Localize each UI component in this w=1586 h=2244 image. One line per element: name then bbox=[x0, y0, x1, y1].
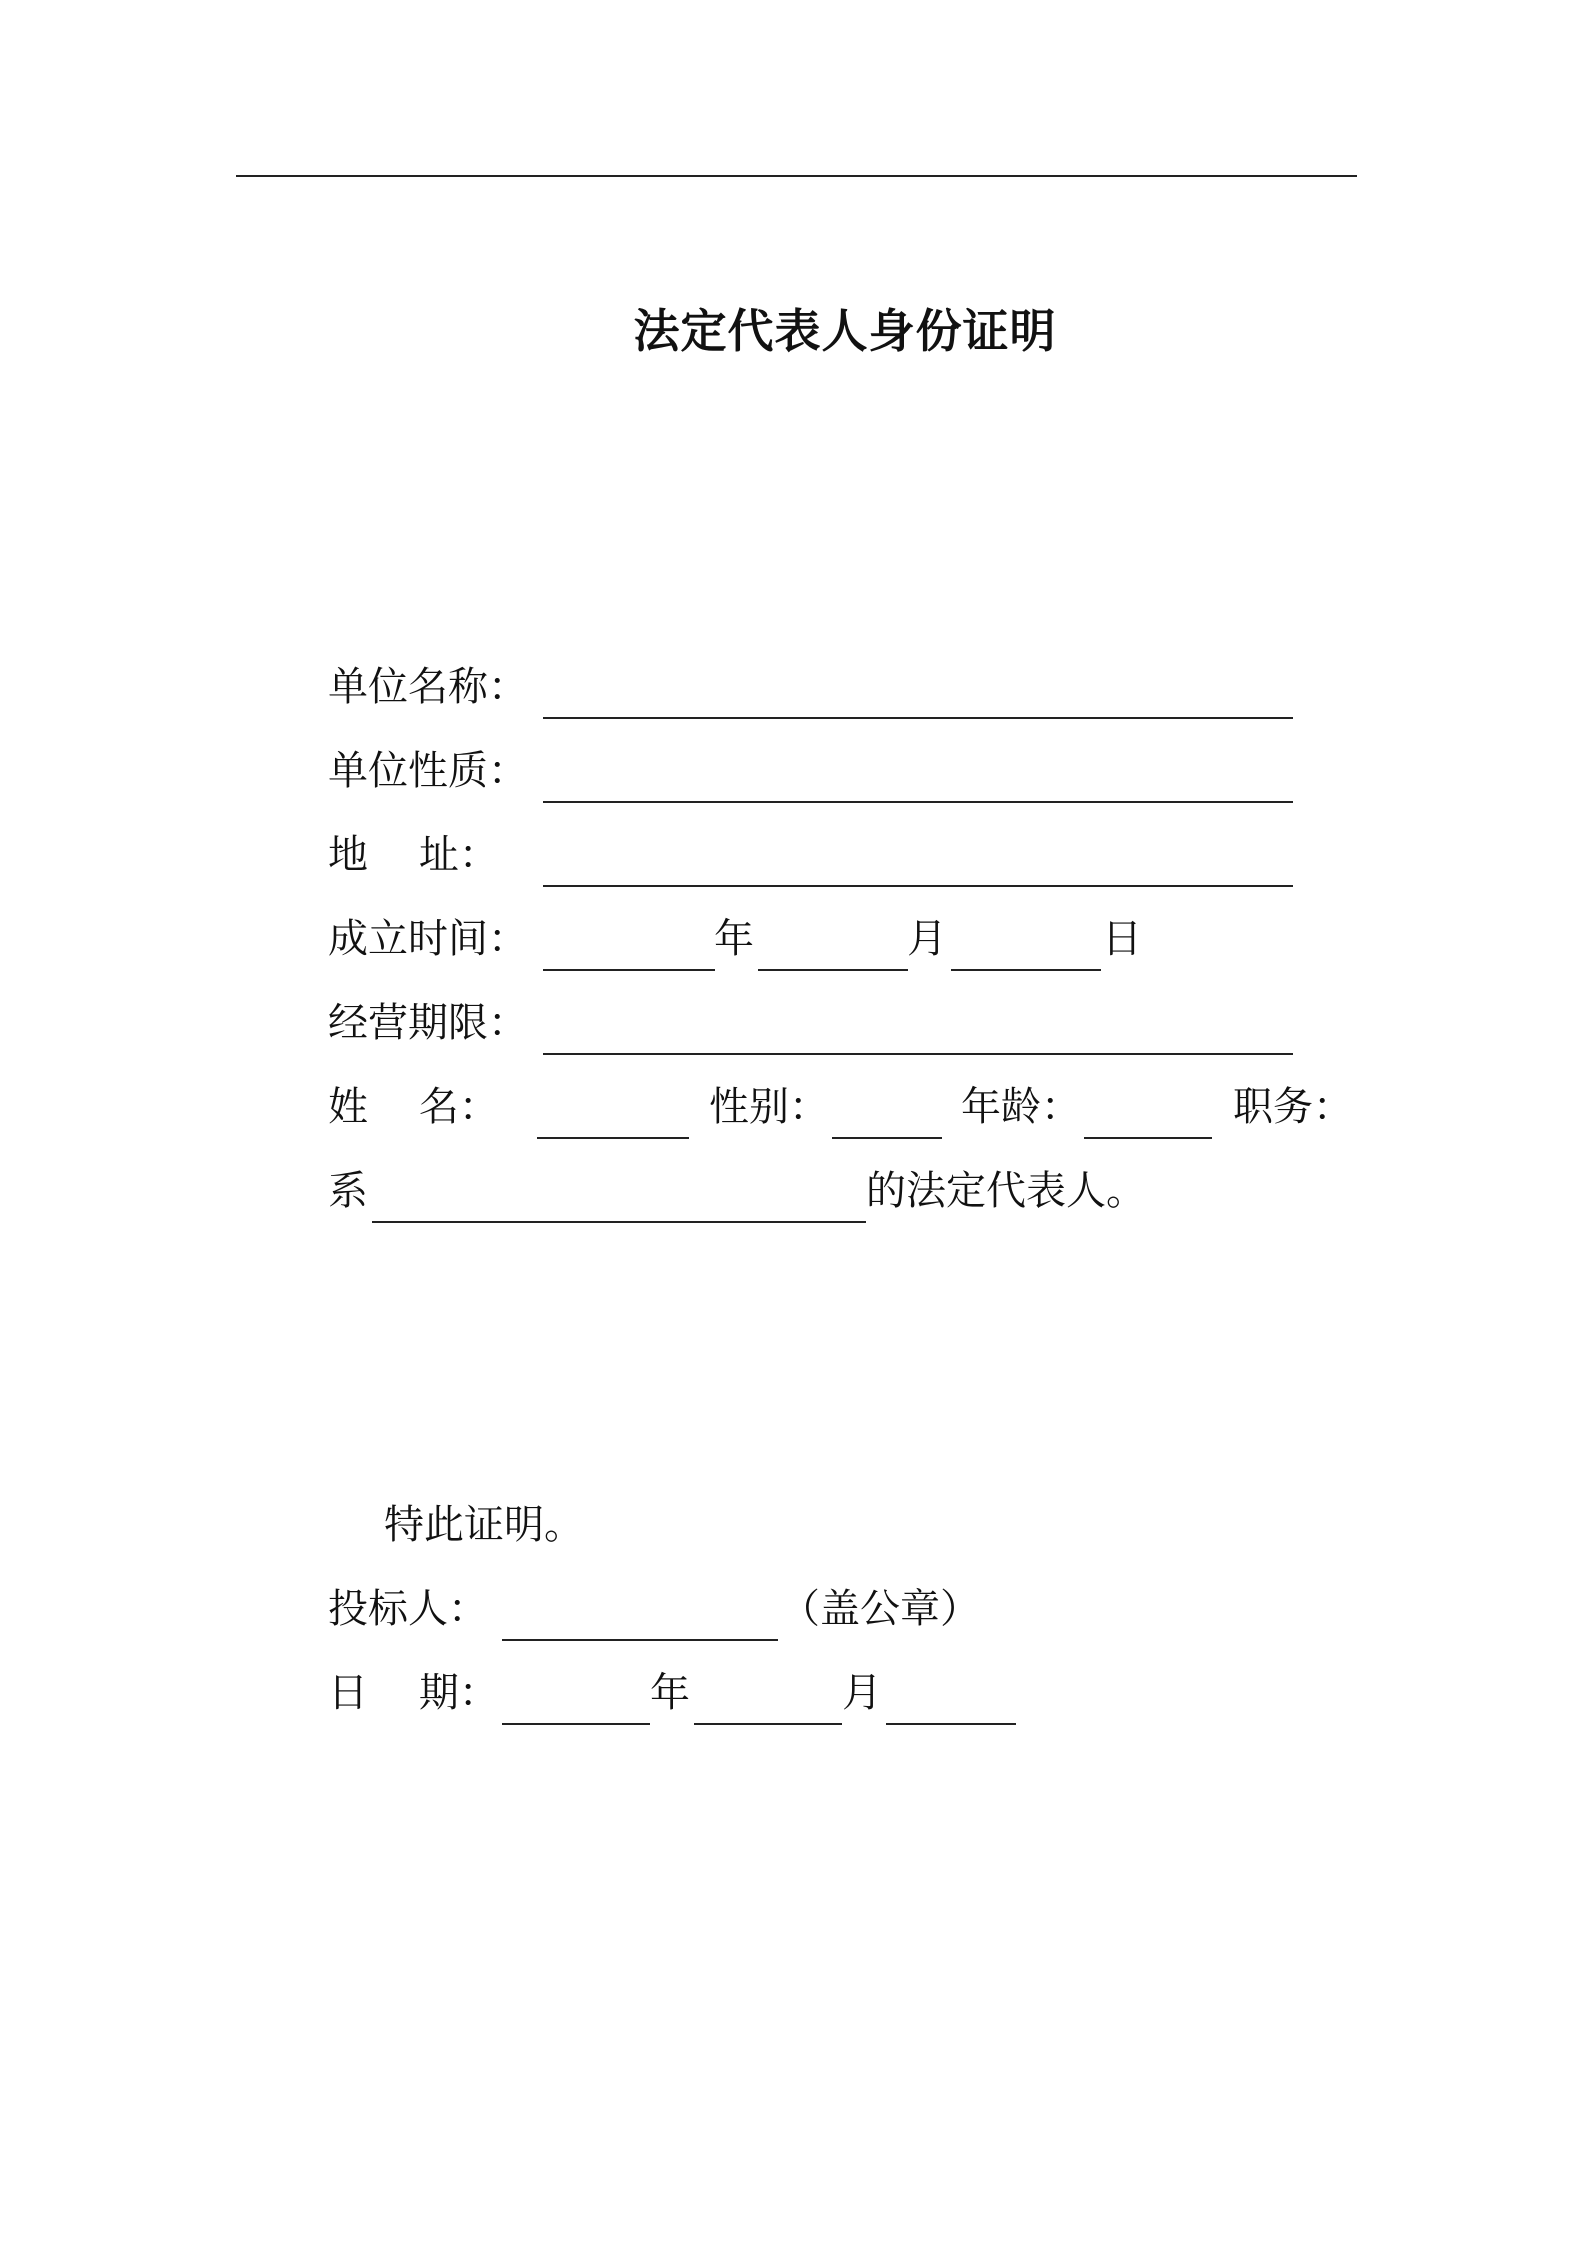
name-field[interactable] bbox=[537, 1137, 689, 1139]
is-prefix: 系 bbox=[328, 1168, 368, 1214]
header-rule bbox=[236, 175, 1357, 177]
term-label: 经营期限： bbox=[328, 1000, 528, 1046]
date-year-field[interactable] bbox=[502, 1723, 650, 1725]
address-label: 地 址： bbox=[328, 832, 499, 878]
established-month-field[interactable] bbox=[758, 969, 908, 971]
date-month-unit: 月 bbox=[842, 1670, 882, 1716]
position-label: 职务： bbox=[1233, 1084, 1353, 1130]
date-day-field[interactable] bbox=[886, 1723, 1016, 1725]
date-year-unit: 年 bbox=[650, 1670, 690, 1716]
unit-nature-field[interactable] bbox=[543, 801, 1293, 803]
organization-field[interactable] bbox=[372, 1221, 866, 1223]
bidder-label: 投标人： bbox=[328, 1586, 488, 1632]
bidder-field[interactable] bbox=[502, 1639, 778, 1641]
established-month-unit: 月 bbox=[907, 916, 947, 962]
date-month-field[interactable] bbox=[694, 1723, 842, 1725]
unit-nature-label: 单位性质： bbox=[328, 748, 528, 794]
unit-name-field[interactable] bbox=[543, 717, 1293, 719]
unit-name-label: 单位名称： bbox=[328, 664, 528, 710]
term-field[interactable] bbox=[543, 1053, 1293, 1055]
established-day-unit: 日 bbox=[1102, 916, 1142, 962]
gender-label: 性别： bbox=[709, 1084, 829, 1130]
address-field[interactable] bbox=[543, 885, 1293, 887]
established-label: 成立时间： bbox=[328, 916, 528, 962]
age-field[interactable] bbox=[1084, 1137, 1212, 1139]
seal-note: （盖公章） bbox=[780, 1586, 980, 1632]
date-label: 日 期： bbox=[328, 1670, 499, 1716]
established-day-field[interactable] bbox=[951, 969, 1101, 971]
is-suffix: 的法定代表人。 bbox=[866, 1168, 1146, 1214]
page-title: 法定代表人身份证明 bbox=[633, 304, 1057, 358]
age-label: 年龄： bbox=[961, 1084, 1081, 1130]
gender-field[interactable] bbox=[832, 1137, 942, 1139]
established-year-field[interactable] bbox=[543, 969, 715, 971]
certify-text: 特此证明。 bbox=[384, 1502, 584, 1548]
established-year-unit: 年 bbox=[714, 916, 754, 962]
name-label: 姓 名： bbox=[328, 1084, 499, 1130]
